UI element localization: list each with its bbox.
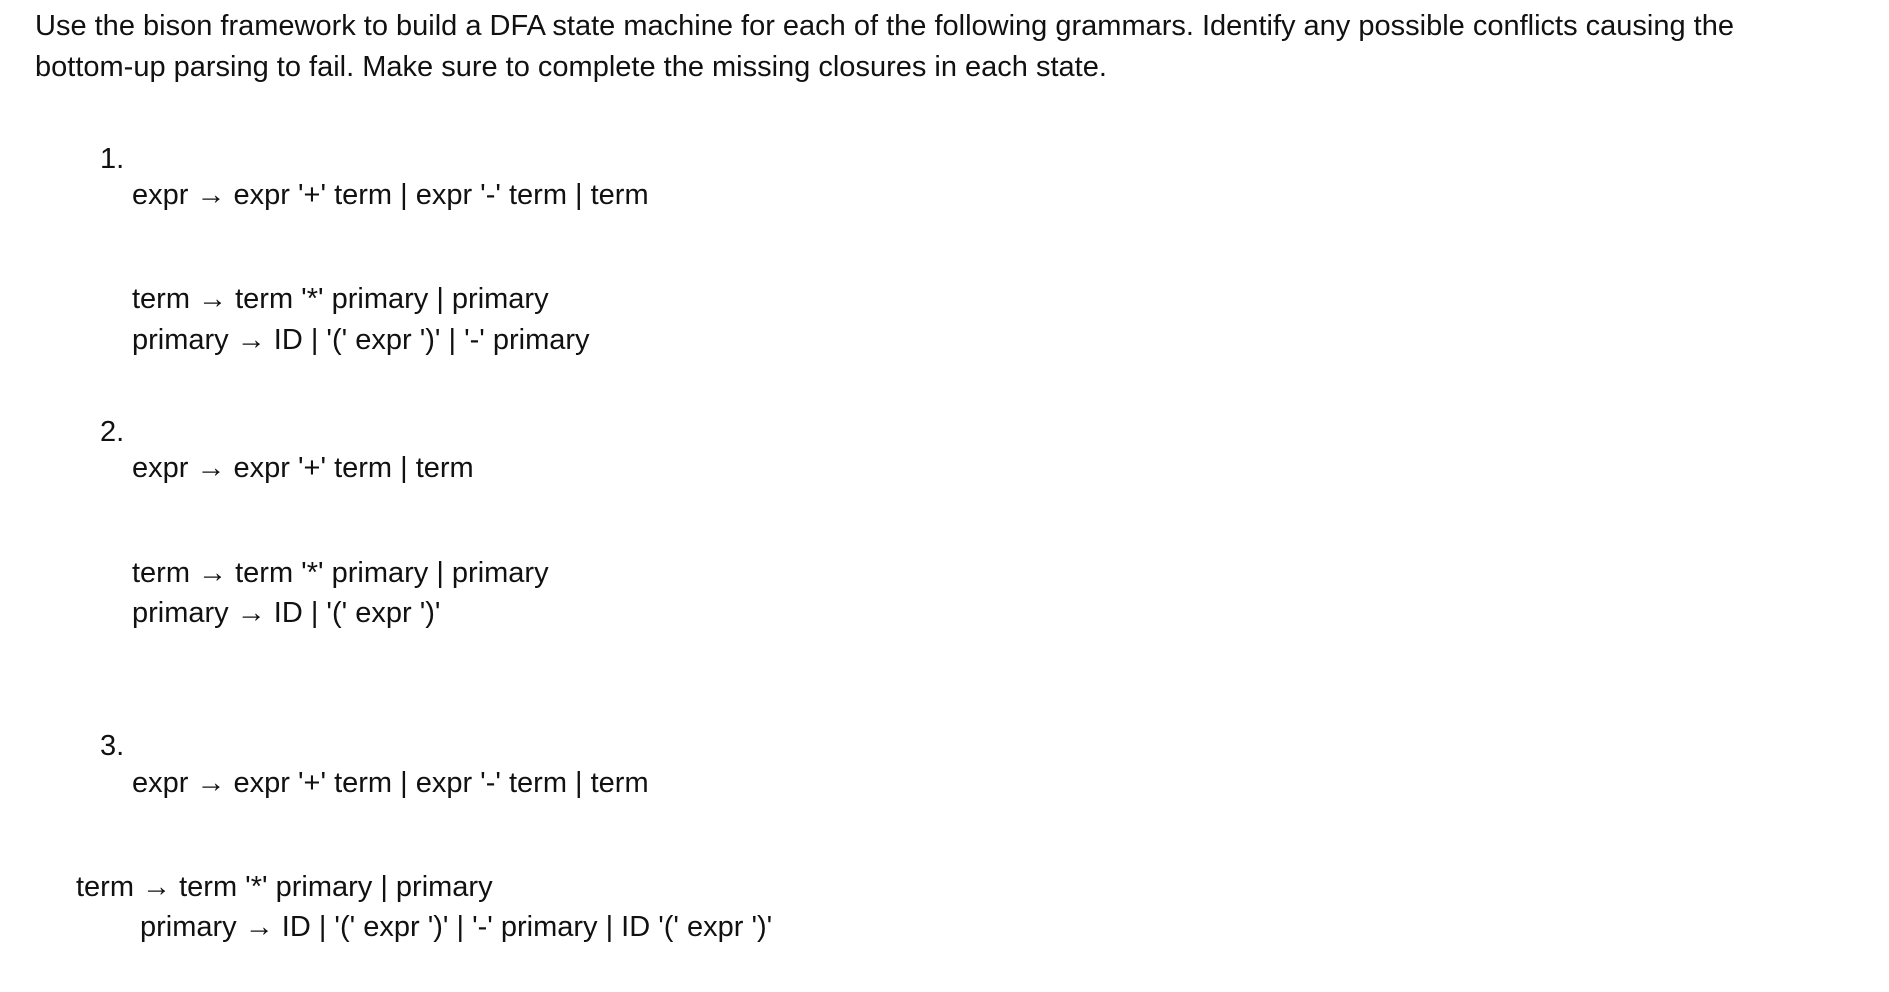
grammar-2-expr-rule: expr → expr '+' term | term (132, 452, 474, 484)
instructions-paragraph: Use the bison framework to build a DFA state machine for each of the following grammars. Identify any possible conflicts causing the bottom-up parsing to fail. Make sure to complete the missing closures in each state. (35, 10, 1734, 83)
grammar-2-primary-rule: primary → ID | '(' expr ')' (132, 597, 441, 629)
grammar-1-expr-rule: expr → expr '+' term | expr '-' term | term (132, 179, 649, 211)
grammar-1-primary-rule: primary → ID | '(' expr ')' | '-' primary (132, 324, 590, 356)
grammar-2-number: 2. (100, 416, 125, 448)
grammar-3-primary-rule: primary → ID | '(' expr ')' | '-' primary | ID '(' expr ')' (140, 911, 773, 943)
grammar-3-number: 3. (100, 730, 125, 762)
grammar-1-term-rule: term → term '*' primary | primary (132, 283, 549, 315)
grammar-1-number: 1. (100, 143, 125, 175)
grammar-2-term-rule: term → term '*' primary | primary (132, 557, 549, 589)
grammar-3-term-rule: term → term '*' primary | primary (76, 871, 493, 903)
grammar-3-expr-rule: expr → expr '+' term | expr '-' term | term (132, 767, 649, 799)
